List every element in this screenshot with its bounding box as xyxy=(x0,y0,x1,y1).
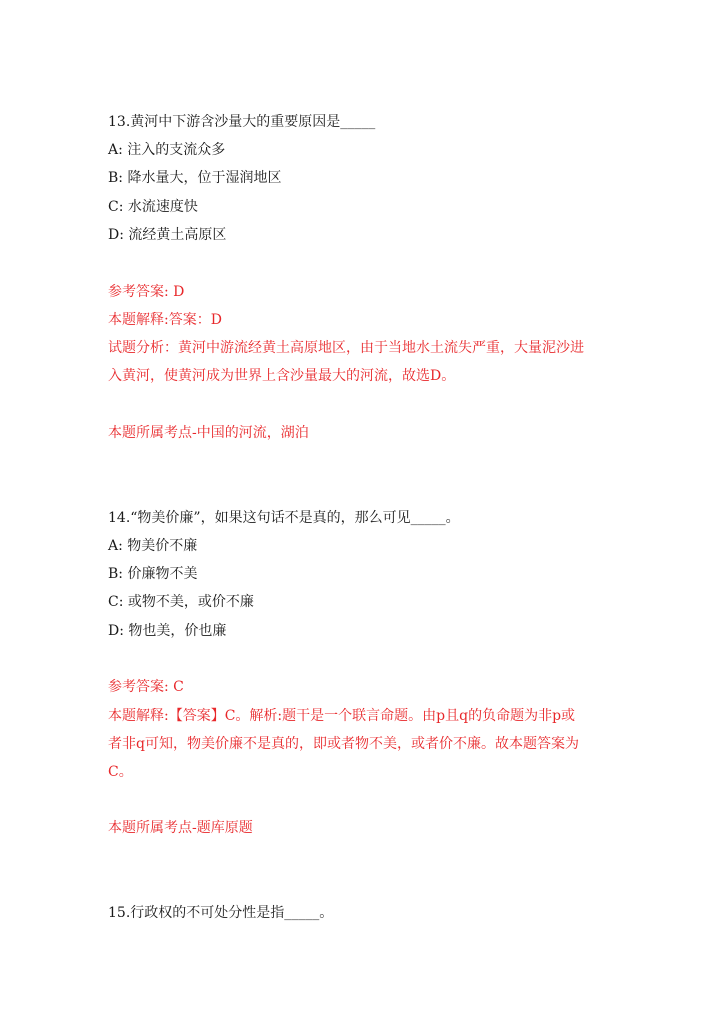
question-13-option-c: C: 水流速度快 xyxy=(108,199,198,215)
question-13-answer: 参考答案: D xyxy=(108,284,185,300)
question-13-option-b: B: 降水量大，位于湿润地区 xyxy=(108,170,282,186)
question-13-explanation-line-3: 入黄河，使黄河成为世界上含沙量最大的河流，故选D。 xyxy=(108,368,456,384)
question-14-option-a: A: 物美价不廉 xyxy=(108,538,198,554)
question-14-option-c: C: 或物不美，或价不廉 xyxy=(108,594,254,610)
question-13-option-a: A: 注入的支流众多 xyxy=(108,142,226,158)
question-14-answer: 参考答案: C xyxy=(108,679,184,695)
question-14-option-b: B: 价廉物不美 xyxy=(108,566,198,582)
question-13-option-d: D: 流经黄土高原区 xyxy=(108,227,227,243)
question-14-topic: 本题所属考点-题库原题 xyxy=(108,820,253,836)
question-14-explanation-line-2: 者非q可知，物美价廉不是真的，即或者物不美，或者价不廉。故本题答案为 xyxy=(108,736,579,752)
question-15-text: 15.行政权的不可处分性是指_____。 xyxy=(108,905,334,921)
question-14-option-d: D: 物也美，价也廉 xyxy=(108,623,227,639)
question-13-topic: 本题所属考点-中国的河流，湖泊 xyxy=(108,425,309,441)
question-13-explanation-line-1: 本题解释:答案：D xyxy=(108,312,222,328)
question-14-explanation-line-3: C。 xyxy=(108,764,133,780)
question-14-text: 14.“物美价廉”，如果这句话不是真的，那么可见_____。 xyxy=(108,510,460,526)
question-13-text: 13.黄河中下游含沙量大的重要原因是_____ xyxy=(108,114,376,130)
question-13-explanation-line-2: 试题分析：黄河中游流经黄土高原地区，由于当地水土流失严重，大量泥沙进 xyxy=(108,340,584,356)
question-14-explanation-line-1: 本题解释:【答案】C。解析:题干是一个联言命题。由p且q的负命题为非p或 xyxy=(108,708,576,724)
